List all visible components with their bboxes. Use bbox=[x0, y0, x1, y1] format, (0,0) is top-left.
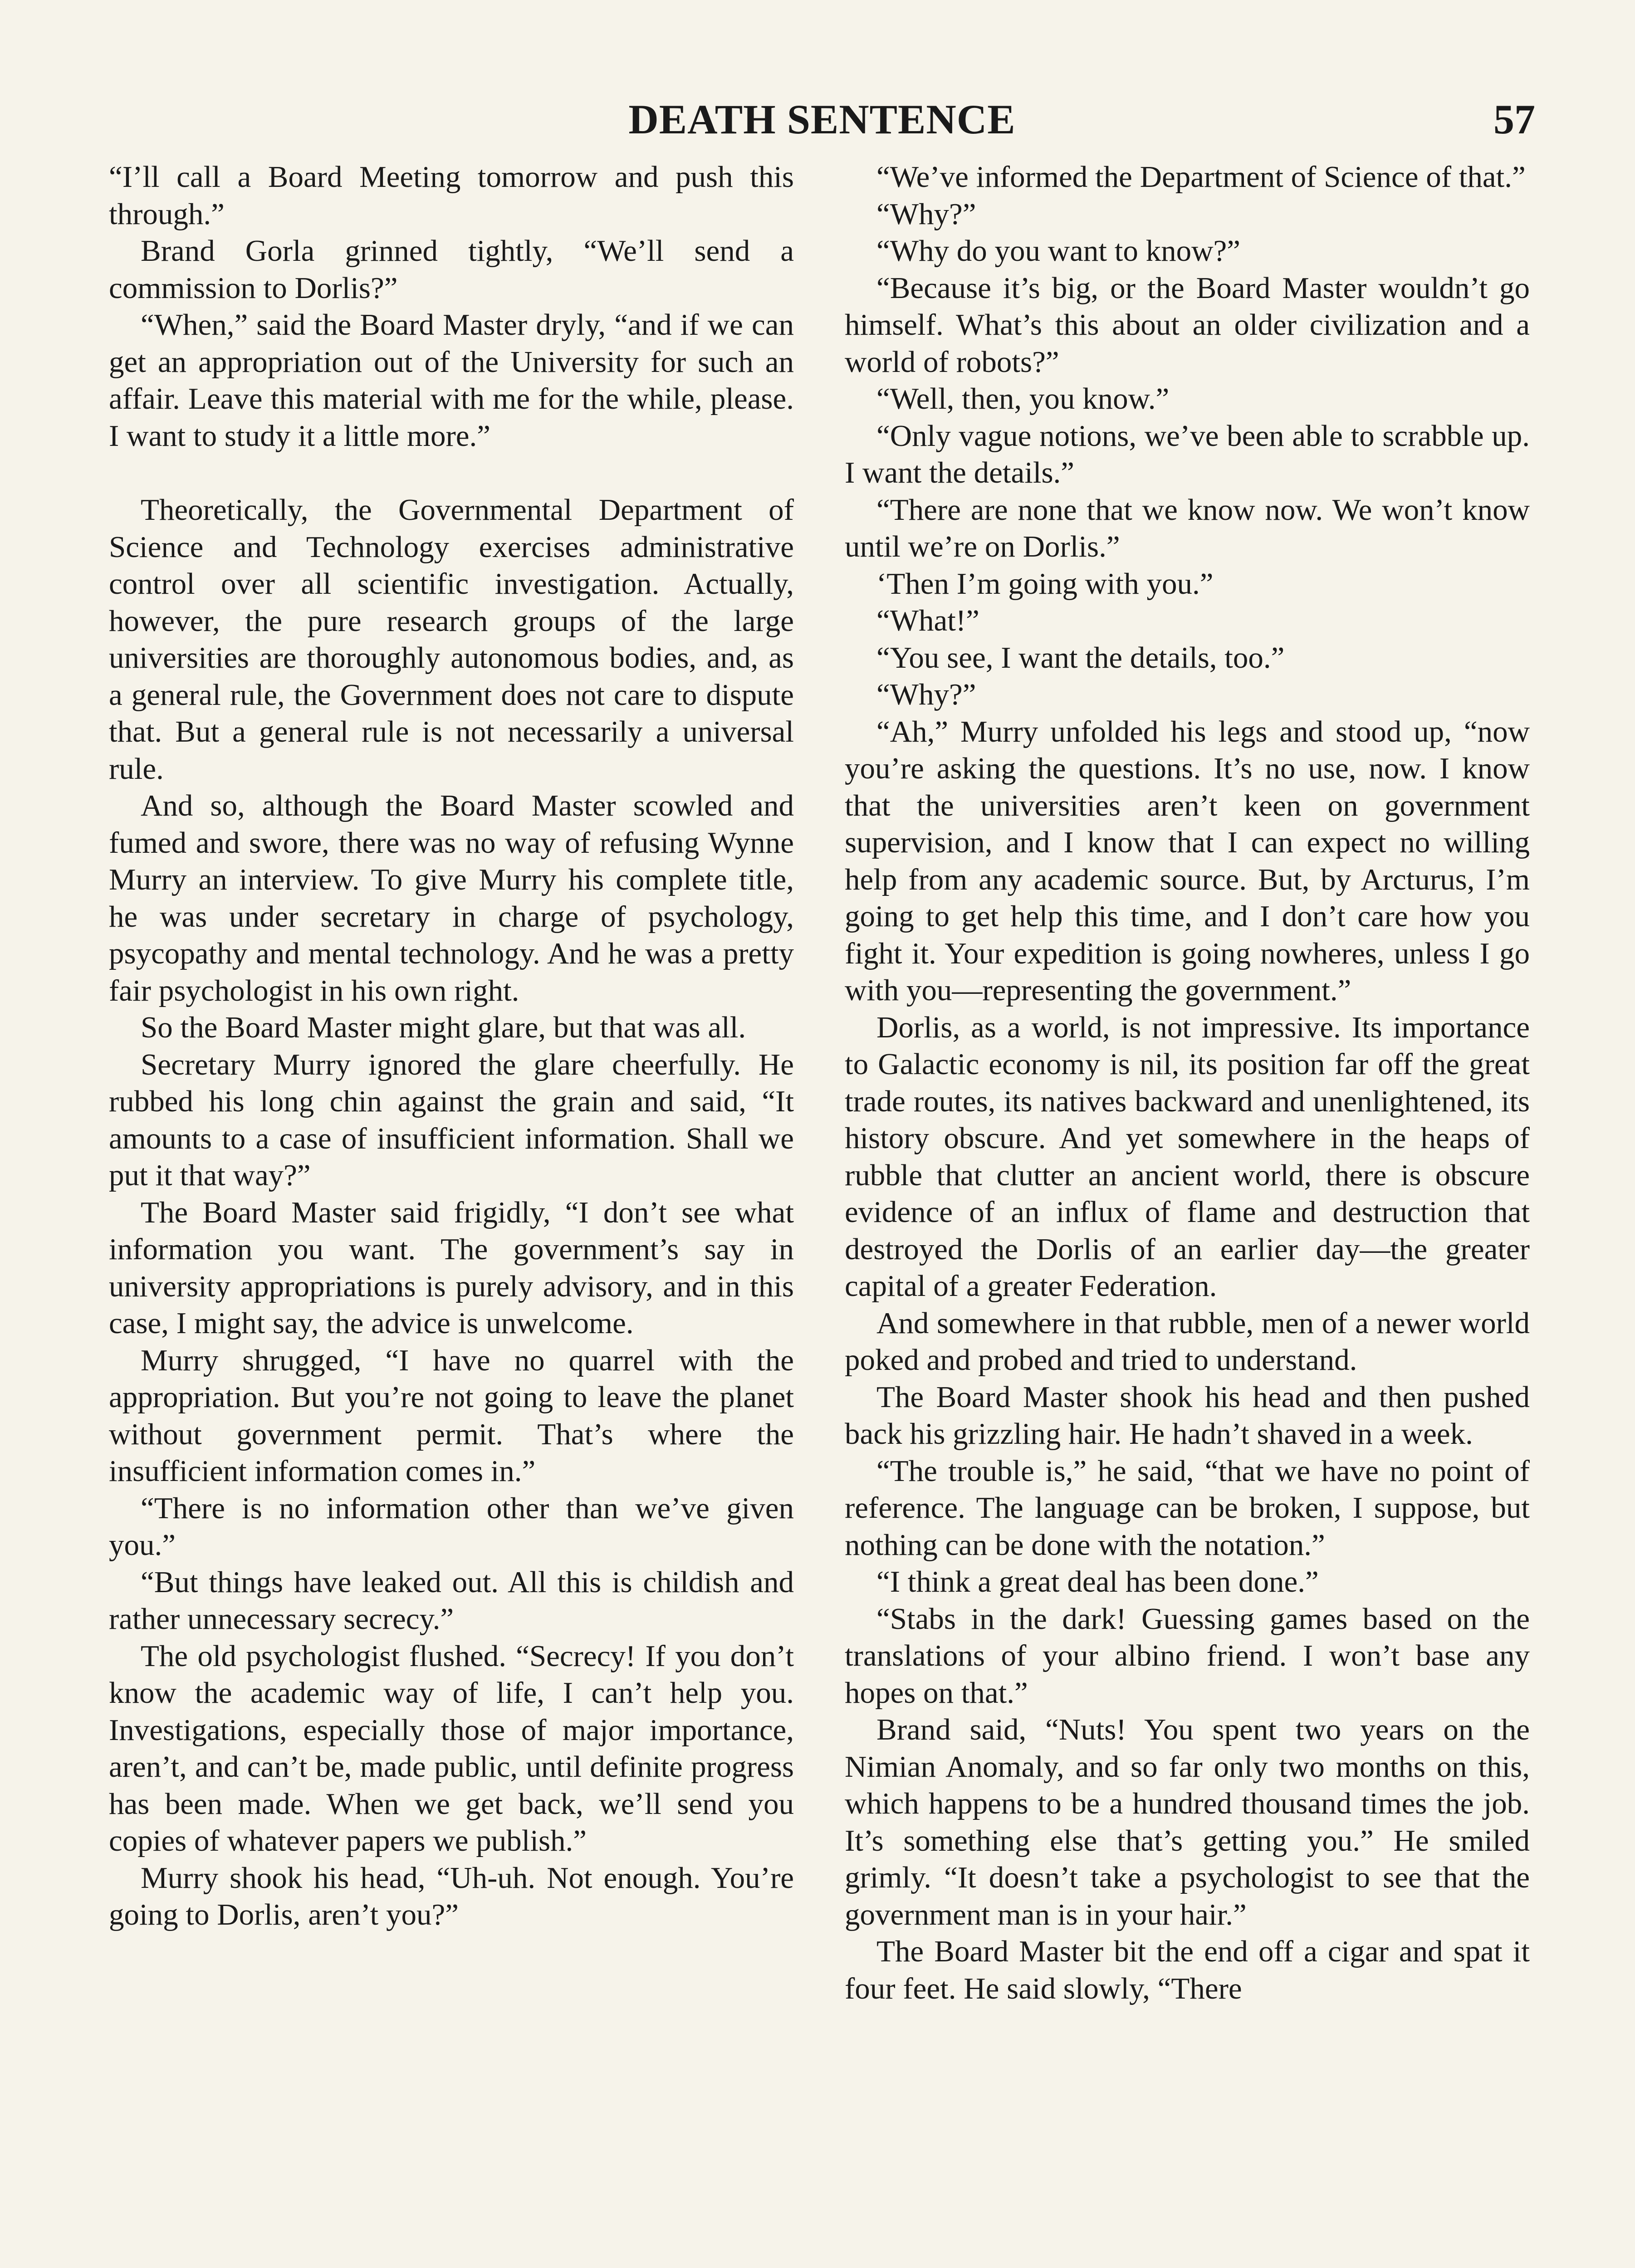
paragraph: Murry shook his head, “Uh-uh. Not enough. You’re going to Dorlis, aren’t you?” bbox=[109, 1861, 794, 1931]
paragraph: “What!” bbox=[876, 604, 979, 637]
paragraph: The Board Master bit the end off a cigar and spat it four feet. He said slowly, “There bbox=[845, 1935, 1530, 2005]
paragraph: “Well, then, you know.” bbox=[876, 382, 1170, 415]
paragraph: “There are none that we know now. We won’t know until we’re on Dorlis.” bbox=[845, 493, 1530, 563]
paragraph: “There is no information other than we’ve given you.” bbox=[109, 1491, 794, 1562]
paragraph: “Because it’s big, or the Board Master wouldn’t go himself. What’s this about an older civilization and a world of robots?” bbox=[845, 271, 1530, 379]
paragraph: “Why do you want to know?” bbox=[876, 234, 1240, 268]
paragraph: “Ah,” Murry unfolded his legs and stood up, “now you’re asking the questions. It’s no use, now. I know that the universities aren’t keen on government supervision, and I know that I can expect no willing help from any academic source. But, by Arcturus, I’m going to get help this time, and I don’t care how you fight it. Your expedition is going nowheres, unless I go with you—representing the government.” bbox=[845, 714, 1530, 1007]
paragraph: “When,” said the Board Master dryly, “and if we can get an appropriation out of the University for such an affair. Leave this material with me for the while, please. I want to study it a little more.” bbox=[109, 308, 794, 453]
page-number: 57 bbox=[1493, 96, 1535, 142]
paragraph: So the Board Master might glare, but that was all. bbox=[141, 1011, 746, 1044]
paragraph: “Stabs in the dark! Guessing games based on the translations of your albino friend. I won’t base any hopes on that.” bbox=[845, 1602, 1530, 1710]
paragraph: The Board Master said frigidly, “I don’t see what information you want. The government’s say in university appropriations is purely advisory, and in this case, I might say, the advice is unwelcome. bbox=[109, 1195, 794, 1340]
page-header bbox=[109, 95, 1535, 154]
paragraph: “But things have leaked out. All this is childish and rather unnecessary secrecy.” bbox=[109, 1565, 794, 1636]
paragraph: “Why?” bbox=[876, 197, 976, 231]
paragraph: Brand Gorla grinned tightly, “We’ll send a commission to Dorlis?” bbox=[109, 234, 794, 305]
story-title: DEATH SENTENCE bbox=[628, 96, 1016, 142]
paragraph: “Only vague notions, we’ve been able to scrabble up. I want the details.” bbox=[845, 419, 1530, 489]
paragraph: The Board Master shook his head and then pushed back his grizzling hair. He hadn’t shaved in a week. bbox=[845, 1380, 1530, 1451]
paragraph: Secretary Murry ignored the glare cheerfully. He rubbed his long chin against the grain and said, “It amounts to a case of insufficient information. Shall we put it that way?” bbox=[109, 1047, 794, 1192]
paragraph: Brand said, “Nuts! You spent two years on the Nimian Anomaly, and so far only two months on this, which happens to be a hundred thousand times the job. It’s something else that’s getting you.” He smiled grimly. “It doesn’t take a psychologist to see that the government man is in your hair.” bbox=[845, 1713, 1530, 1931]
right-column bbox=[845, 159, 1530, 2007]
paragraph: “I think a great deal has been done.” bbox=[876, 1565, 1319, 1598]
paragraph: “We’ve informed the Department of Science of that.” bbox=[876, 160, 1526, 194]
paragraph: Theoretically, the Governmental Department of Science and Technology exercises administrative control over all scientific investigation. Actually, however, the pure research groups of the large universities are thoroughly autonomous bodies, and, as a general rule, the Government does not care to dispute that. But a general rule is not necessarily a universal rule. bbox=[109, 493, 794, 786]
paragraph: And so, although the Board Master scowled and fumed and swore, there was no way of refusing Wynne Murry an interview. To give Murry his complete title, he was under secretary in charge of psychology, psycopathy and mental technology. And he was a pretty fair psychologist in his own right. bbox=[109, 789, 794, 1007]
paragraph: “The trouble is,” he said, “that we have no point of reference. The language can be broken, I suppose, but nothing can be done with the notation.” bbox=[845, 1454, 1530, 1562]
paragraph: “Why?” bbox=[876, 678, 976, 711]
paragraph: The old psychologist flushed. “Secrecy! If you don’t know the academic way of life, I can’t help you. Investigations, especially those of major importance, aren’t, and can’t be, made public, until definite progress has been made. When we get back, we’ll send you copies of whatever papers we publish.” bbox=[109, 1639, 794, 1857]
paragraph: And somewhere in that rubble, men of a newer world poked and probed and tried to understand. bbox=[845, 1306, 1530, 1377]
paragraph: Dorlis, as a world, is not impressive. Its importance to Galactic economy is nil, its position far off the great trade routes, its natives backward and unenlightened, its history obscure. And yet somewhere in the heaps of rubble that clutter an ancient world, there is obscure evidence of an influx of flame and destruction that destroyed the Dorlis of an earlier day—the greater capital of a greater Federation. bbox=[845, 1010, 1530, 1303]
paragraph: Murry shrugged, “I have no quarrel with the appropriation. But you’re not going to leave the planet without government permit. That’s where the insufficient information comes in.” bbox=[109, 1343, 794, 1488]
left-column bbox=[109, 159, 794, 1934]
paragraph: ‘Then I’m going with you.” bbox=[876, 567, 1214, 601]
paragraph: “I’ll call a Board Meeting tomorrow and push this through.” bbox=[109, 160, 794, 231]
paragraph: “You see, I want the details, too.” bbox=[876, 640, 1285, 675]
